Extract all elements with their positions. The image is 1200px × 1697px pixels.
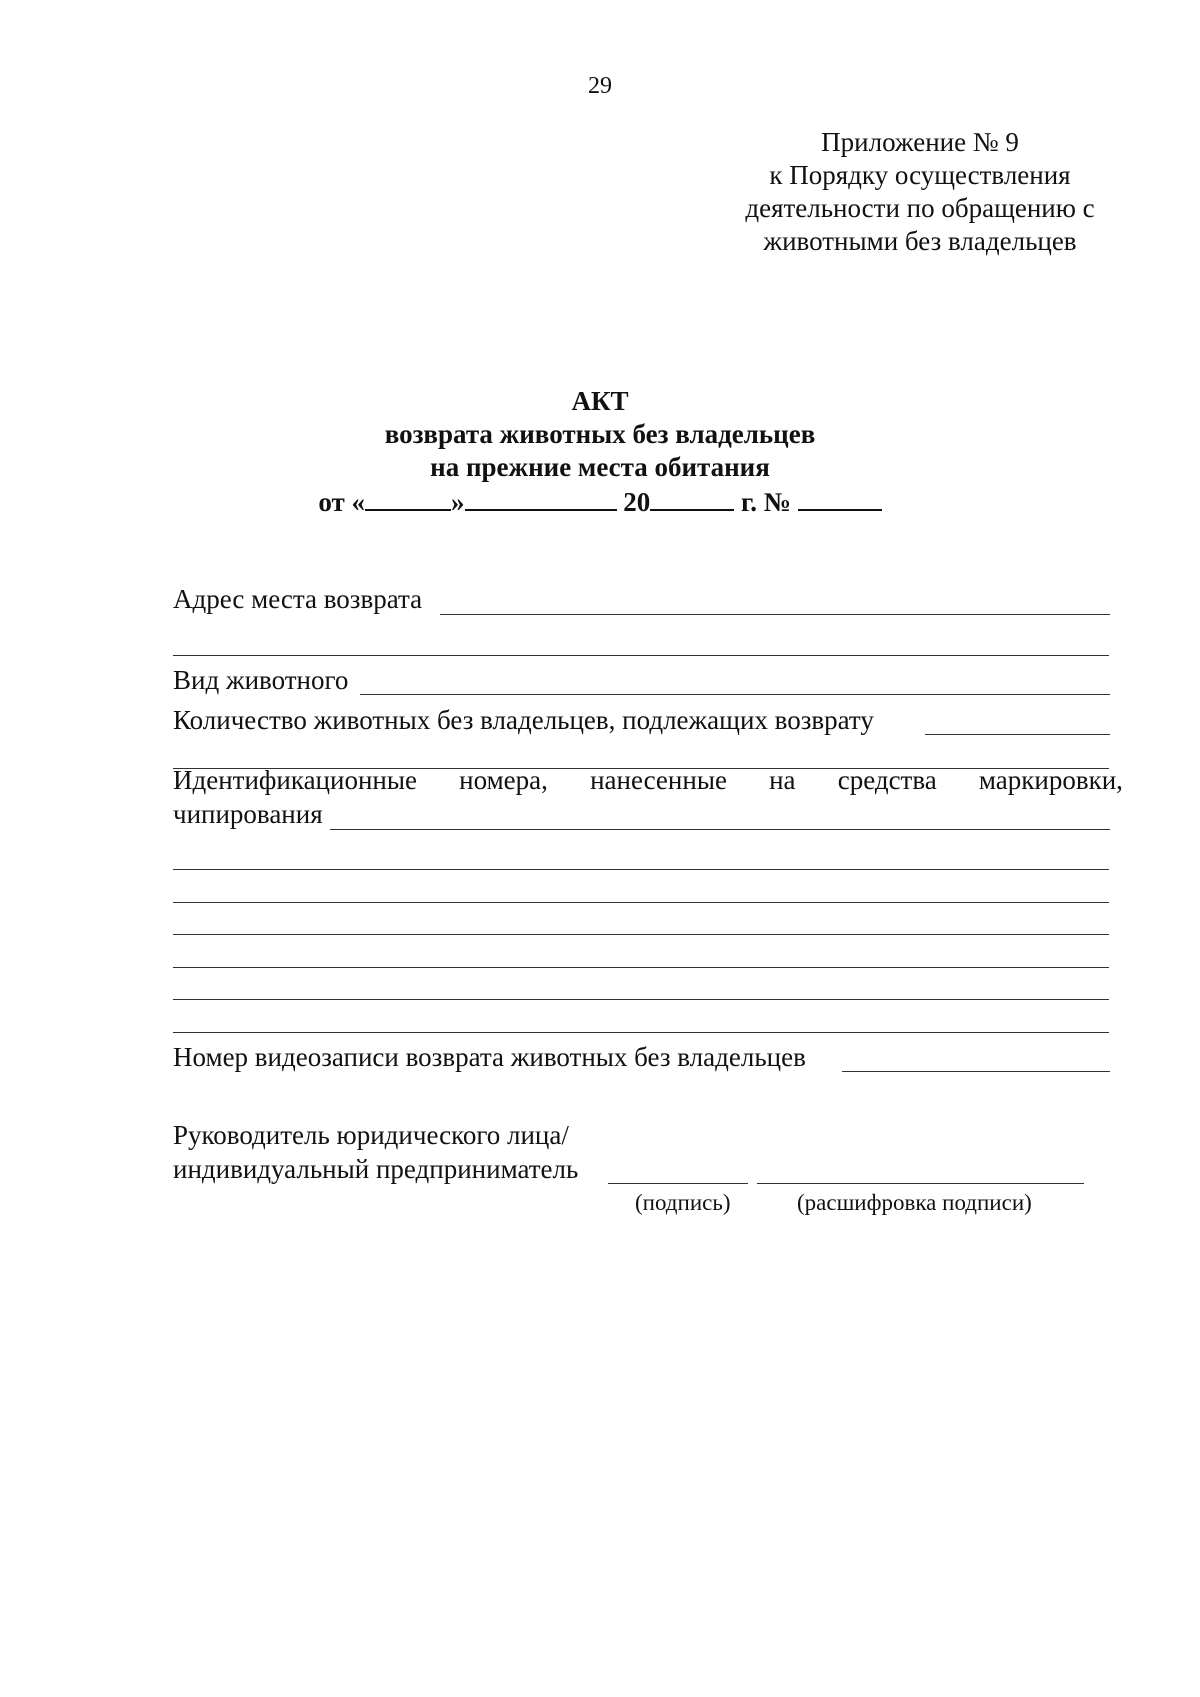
- date-prefix: от «: [318, 487, 366, 517]
- page-number: 29: [588, 73, 612, 99]
- appendix-block: [690, 126, 1150, 258]
- id-numbers-line[interactable]: [173, 1032, 1109, 1033]
- signature-title-line-1: Руководитель юридического лица/: [173, 1120, 569, 1150]
- address-field[interactable]: [440, 614, 1110, 615]
- id-numbers-field[interactable]: [330, 829, 1110, 830]
- year-blank[interactable]: [650, 485, 734, 511]
- title-heading: АКТ: [571, 386, 629, 416]
- id-numbers-line[interactable]: [173, 869, 1109, 870]
- id-word-4: на: [769, 765, 796, 795]
- id-word-3: нанесенные: [590, 765, 727, 795]
- month-blank[interactable]: [465, 485, 617, 511]
- date-line: [0, 485, 1200, 518]
- signature-field[interactable]: [608, 1183, 748, 1184]
- day-blank[interactable]: [365, 485, 451, 511]
- document-title: [0, 385, 1200, 484]
- id-numbers-label: [173, 765, 1123, 796]
- video-number-label: Номер видеозаписи возврата животных без владельцев: [173, 1042, 806, 1072]
- video-number-field[interactable]: [842, 1071, 1110, 1072]
- signature-caption: (подпись): [635, 1190, 731, 1215]
- animal-type-label: Вид животного: [173, 665, 349, 695]
- appendix-line-3: деятельности по обращению с: [745, 193, 1095, 223]
- signature-decode-field[interactable]: [757, 1183, 1084, 1184]
- title-line-3: на прежние места обитания: [430, 452, 770, 482]
- date-mid: »: [451, 487, 465, 517]
- address-label: Адрес места возврата: [173, 584, 423, 614]
- address-field-line-2[interactable]: [173, 655, 1109, 656]
- title-line-2: возврата животных без владельцев: [384, 419, 816, 449]
- id-word-5: средства: [837, 765, 937, 795]
- count-field[interactable]: [925, 734, 1110, 735]
- id-numbers-label-line-2: чипирования: [173, 799, 323, 829]
- signature-decode-caption: (расшифровка подписи): [797, 1190, 1032, 1215]
- number-blank[interactable]: [798, 485, 882, 511]
- appendix-line-1: Приложение № 9: [821, 127, 1019, 157]
- id-word-1: Идентификационные: [173, 765, 417, 795]
- appendix-line-4: животными без владельцев: [763, 226, 1077, 256]
- animal-type-field[interactable]: [360, 694, 1110, 695]
- id-numbers-line[interactable]: [173, 999, 1109, 1000]
- id-word-6: маркировки,: [978, 765, 1123, 795]
- id-numbers-line[interactable]: [173, 934, 1109, 935]
- appendix-line-2: к Порядку осуществления: [769, 160, 1071, 190]
- id-numbers-line[interactable]: [173, 902, 1109, 903]
- count-label: Количество животных без владельцев, подлежащих возврату: [173, 705, 874, 735]
- id-numbers-line[interactable]: [173, 967, 1109, 968]
- signature-title-line-2: индивидуальный предприниматель: [173, 1154, 579, 1184]
- date-year: 20: [623, 487, 651, 517]
- number-prefix: г. №: [741, 487, 791, 517]
- id-word-2: номера,: [459, 765, 548, 795]
